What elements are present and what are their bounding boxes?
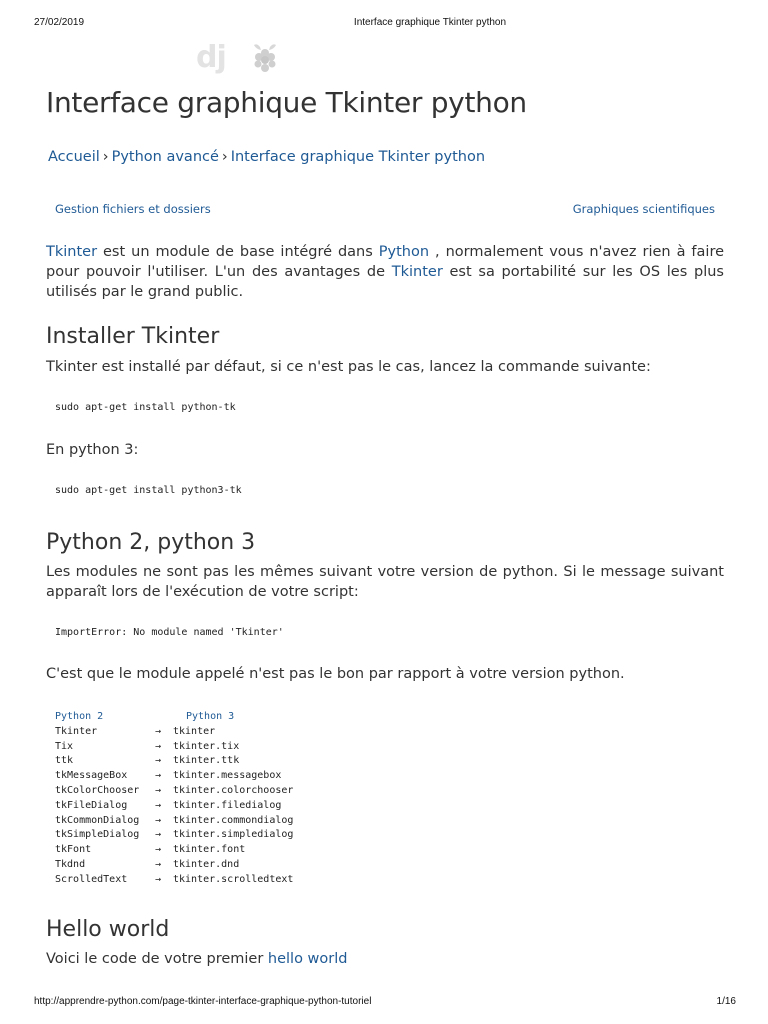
- python2-module: Tix: [55, 740, 74, 752]
- arrow-icon: →: [155, 799, 162, 811]
- intro-paragraph: [46, 242, 724, 302]
- print-footer: [0, 996, 768, 1010]
- table-row: [55, 784, 293, 799]
- print-page-number: 1/16: [716, 996, 736, 1007]
- section-heading-install: Installer Tkinter: [46, 324, 220, 349]
- arrow-icon: →: [155, 755, 162, 767]
- print-header: [0, 17, 768, 31]
- python2-module: Tkinter: [55, 725, 98, 737]
- python2-module: tkColorChooser: [55, 784, 140, 796]
- python3-module: tkinter.ttk: [173, 755, 240, 767]
- python3-module: tkinter.dnd: [173, 858, 240, 870]
- arrow-icon: →: [155, 770, 162, 782]
- breadcrumb: [48, 149, 485, 165]
- versions-paragraph: Les modules ne sont pas les mêmes suivant votre version de python. Si le message suivant apparaît lors de l'exécution de votre script:: [46, 564, 724, 600]
- arrow-icon: →: [155, 858, 162, 870]
- breadcrumb-separator: ›: [221, 149, 228, 165]
- arrow-icon: →: [155, 829, 162, 841]
- code-install-python-tk: sudo apt-get install python-tk: [55, 402, 236, 413]
- intro-text: , normalement vous n'avez rien à faire pour pouvoir l'utiliser. L'un des avantages de: [46, 244, 725, 280]
- table-row: [55, 873, 293, 888]
- intro-text: est sa portabilité sur les OS les plus utilisés par le grand public.: [46, 264, 724, 300]
- python3-module: tkinter.tix: [173, 740, 240, 752]
- hello-text: [46, 949, 724, 969]
- python-link[interactable]: Python: [378, 244, 430, 260]
- table-row: [55, 799, 293, 814]
- django-logo[interactable]: dj: [196, 40, 226, 75]
- code-install-python3-tk: sudo apt-get install python3-tk: [55, 485, 242, 496]
- table-row: [55, 843, 293, 858]
- table-row: [55, 828, 293, 843]
- module-mapping-table: [55, 710, 293, 888]
- print-url: http://apprendre-python.com/page-tkinter-interface-graphique-python-tutoriel: [34, 996, 372, 1007]
- header-python2: Python 2: [55, 711, 104, 722]
- header-spacer: [155, 710, 173, 725]
- versions-paragraph-2: C'est que le module appelé n'est pas le bon par rapport à votre version python.: [46, 666, 625, 682]
- python2-module: tkFont: [55, 844, 92, 856]
- print-title: Interface graphique Tkinter python: [353, 17, 507, 28]
- next-page-link[interactable]: Graphiques scientifiques: [572, 202, 715, 216]
- python3-module: tkinter.filedialog: [173, 799, 282, 811]
- table-row: [55, 754, 293, 769]
- python2-module: tkFileDialog: [55, 799, 128, 811]
- breadcrumb-current-page[interactable]: Interface graphique Tkinter python: [230, 149, 486, 165]
- header-python3: Python 3: [186, 711, 235, 722]
- print-date: 27/02/2019: [34, 17, 85, 28]
- table-row: [55, 769, 293, 784]
- tkinter-link[interactable]: Tkinter: [46, 244, 98, 260]
- install-text: [46, 357, 724, 377]
- breadcrumb-python-avance[interactable]: Python avancé: [111, 149, 219, 165]
- arrow-icon: →: [155, 740, 162, 752]
- intro-text: est un module de base intégré dans: [97, 244, 379, 260]
- py3-label-block: [46, 440, 724, 460]
- python2-module: Tkdnd: [55, 858, 86, 870]
- page-title: Interface graphique Tkinter python: [46, 86, 527, 119]
- arrow-icon: →: [155, 844, 162, 856]
- section-heading-hello: Hello world: [46, 917, 170, 942]
- python2-module: ttk: [55, 755, 74, 767]
- hello-world-link[interactable]: hello world: [267, 951, 348, 967]
- install-paragraph: Tkinter est installé par défaut, si ce n'est pas le cas, lancez la commande suivante:: [46, 359, 651, 375]
- python3-module: tkinter.messagebox: [173, 770, 282, 782]
- py3-label: En python 3:: [46, 442, 139, 458]
- python2-module: tkCommonDialog: [55, 814, 140, 826]
- page-navigation: [55, 202, 715, 216]
- table-row: [55, 858, 293, 873]
- python3-module: tkinter.scrolledtext: [173, 873, 294, 885]
- python3-module: tkinter.colorchooser: [173, 784, 294, 796]
- versions-text-2: [46, 664, 724, 684]
- breadcrumb-home[interactable]: Accueil: [48, 149, 100, 165]
- arrow-icon: →: [155, 784, 162, 796]
- tkinter-link[interactable]: Tkinter: [391, 264, 443, 280]
- arrow-icon: →: [155, 725, 162, 737]
- table-row: [55, 740, 293, 755]
- versions-text: [46, 562, 724, 602]
- python3-module: tkinter: [173, 725, 216, 737]
- code-import-error: ImportError: No module named 'Tkinter': [55, 627, 284, 638]
- python2-module: tkMessageBox: [55, 770, 128, 782]
- python2-module: ScrolledText: [55, 873, 128, 885]
- raspberry-pi-icon[interactable]: [250, 42, 280, 74]
- table-row: [55, 814, 293, 829]
- arrow-icon: →: [155, 873, 162, 885]
- python3-module: tkinter.commondialog: [173, 814, 294, 826]
- python3-module: tkinter.font: [173, 844, 246, 856]
- python2-module: tkSimpleDialog: [55, 829, 140, 841]
- prev-page-link[interactable]: Gestion fichiers et dossiers: [55, 202, 211, 216]
- hello-paragraph: Voici le code de votre premier: [46, 951, 268, 967]
- table-header-row: [55, 710, 293, 725]
- table-row: [55, 725, 293, 740]
- python3-module: tkinter.simpledialog: [173, 829, 294, 841]
- breadcrumb-separator: ›: [102, 149, 109, 165]
- arrow-icon: →: [155, 814, 162, 826]
- section-heading-versions: Python 2, python 3: [46, 530, 256, 555]
